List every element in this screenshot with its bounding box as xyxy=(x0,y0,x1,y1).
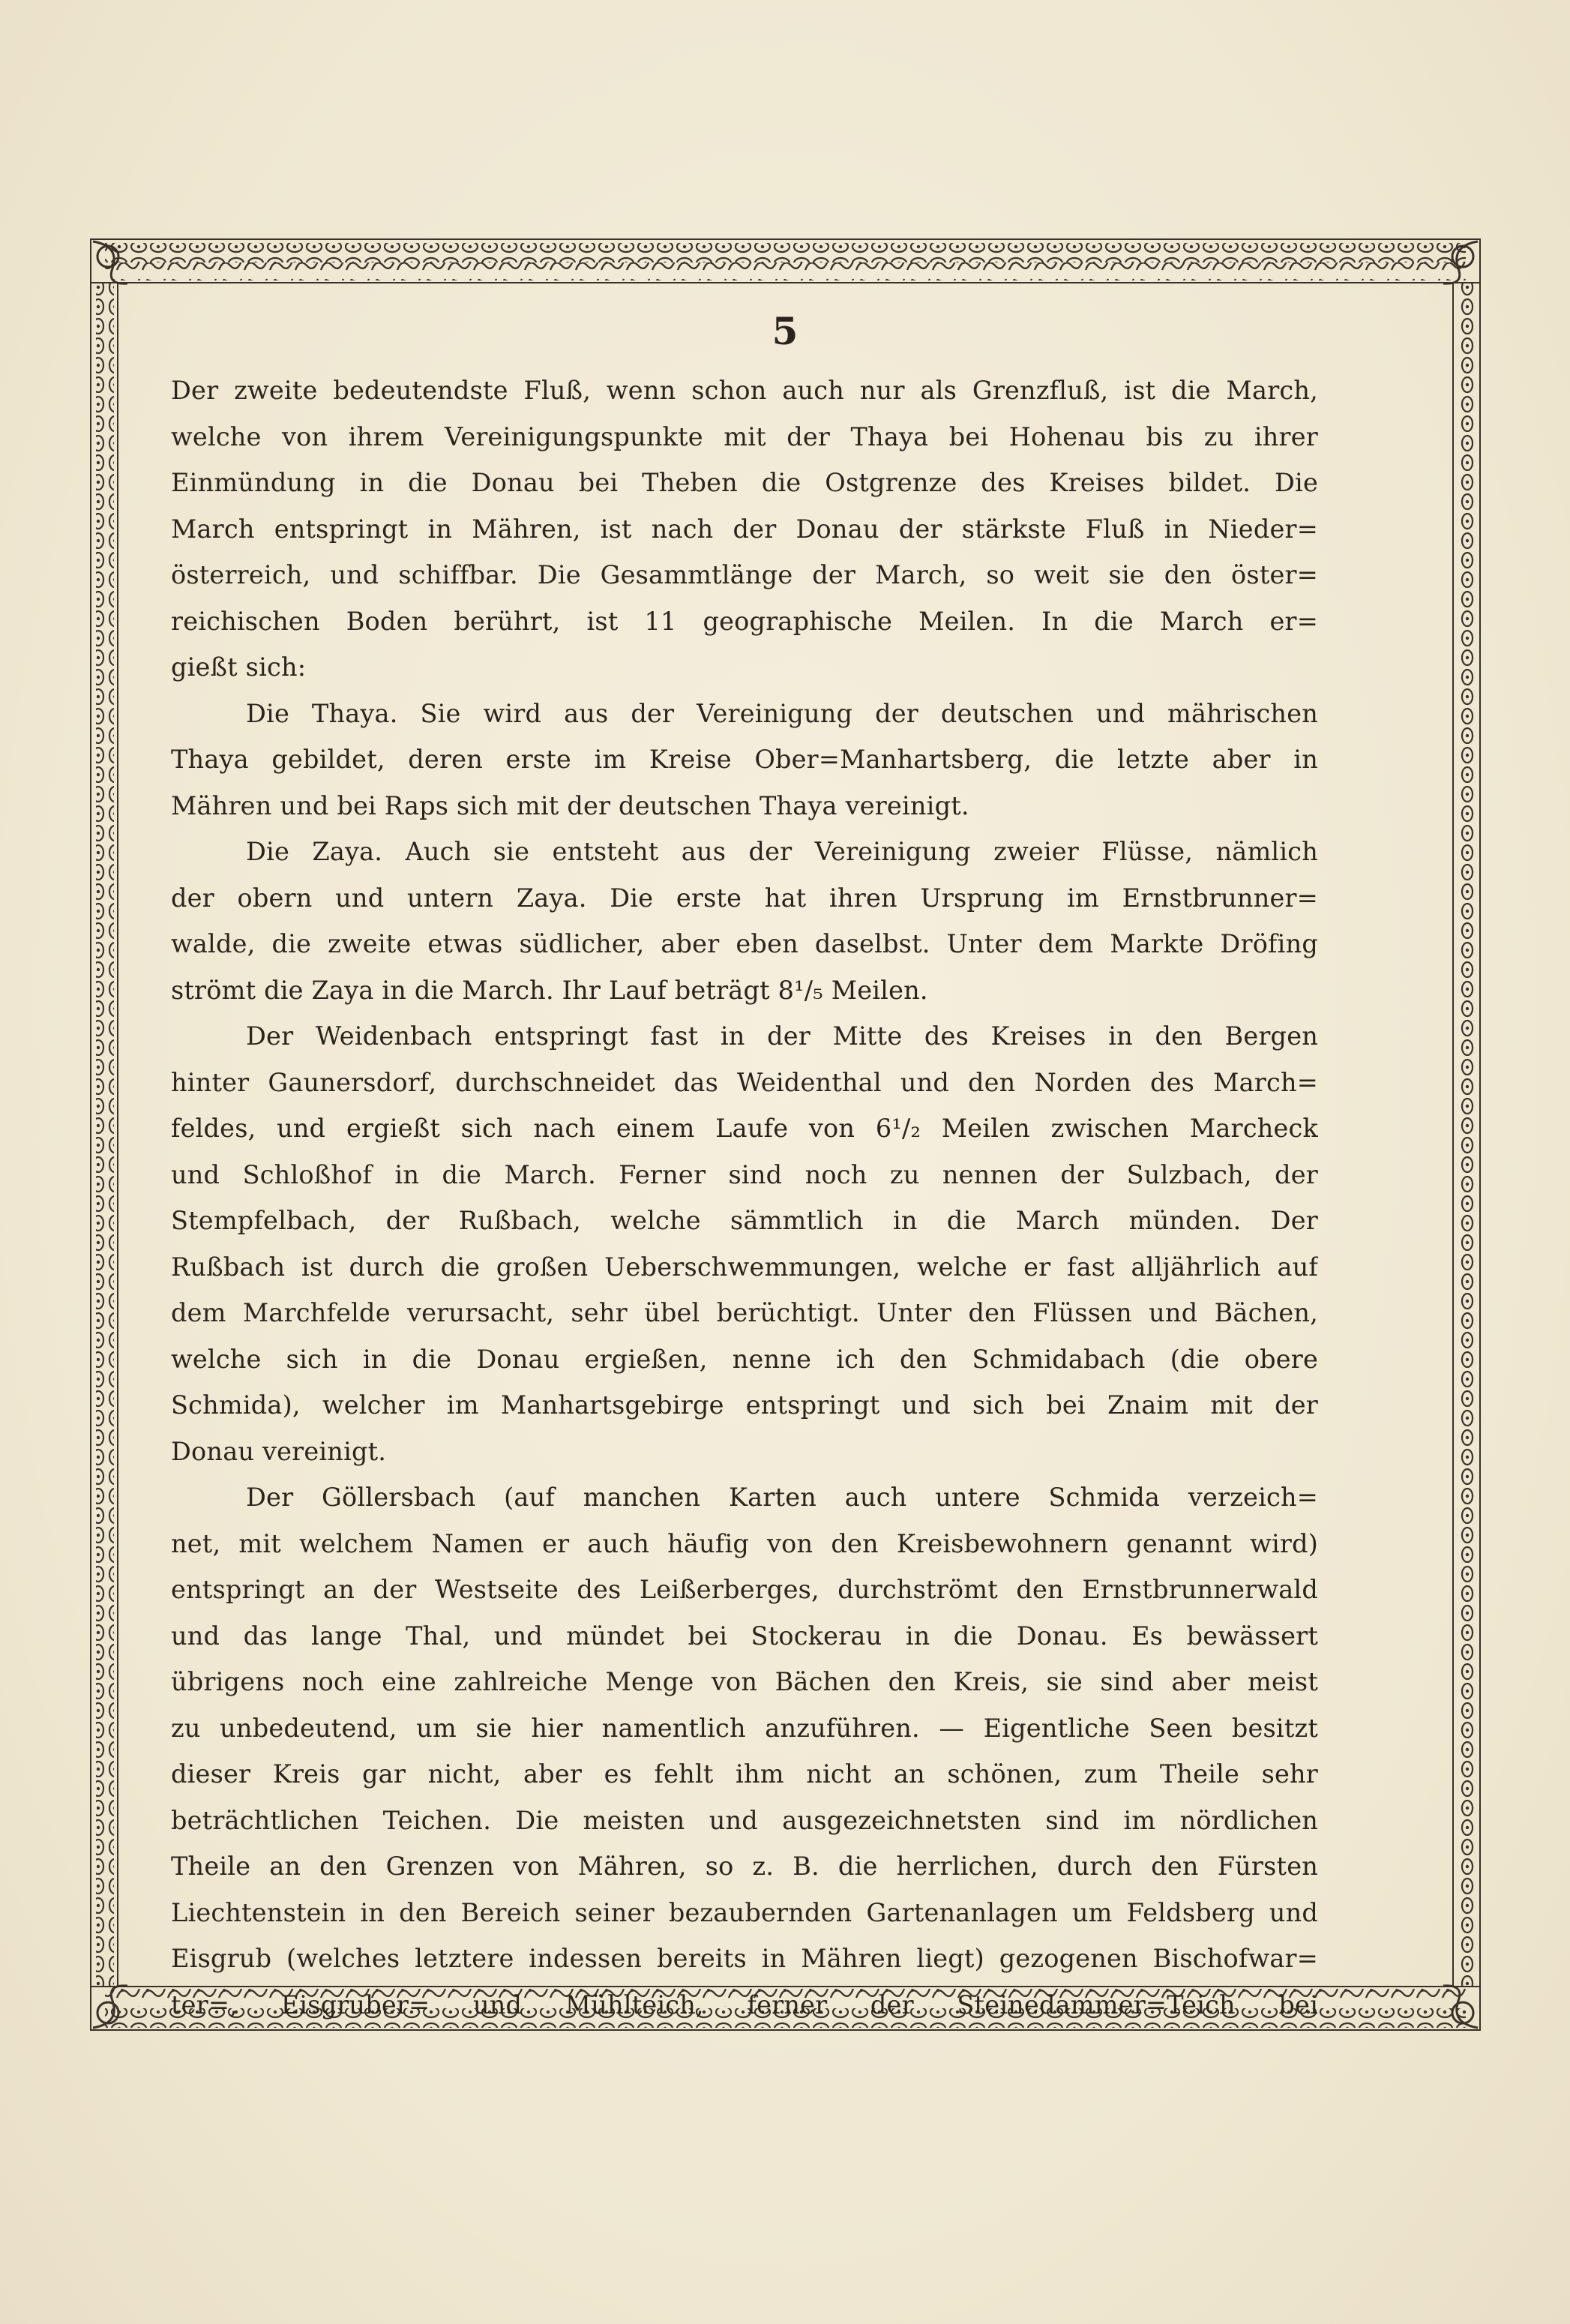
text-line: Liechtenstein in den Bereich seiner bezaubernden Gartenanlagen um Feldsberg und xyxy=(171,1897,1318,1927)
text-line: der obern und untern Zaya. Die erste hat ihren Ursprung im Ernstbrunner= xyxy=(171,883,1318,913)
text-line: gießt sich: xyxy=(171,652,307,682)
text-line: und das lange Thal, und mündet bei Stockerau in die Donau. Es bewässert xyxy=(171,1621,1318,1651)
paragraph-march xyxy=(171,367,1318,691)
text-line: March entspringt in Mähren, ist nach der Donau der stärkste Fluß in Nieder= xyxy=(171,514,1318,544)
text-line: Die Zaya. Auch sie entsteht aus der Vereinigung zweier Flüsse, nämlich xyxy=(246,837,1318,866)
text-line: Der Göllersbach (auf manchen Karten auch untere Schmida verzeich= xyxy=(246,1483,1318,1512)
text-line: österreich, und schiffbar. Die Gesammtlänge der March, so weit sie den öster= xyxy=(171,560,1318,589)
text-line: übrigens noch eine zahlreiche Menge von Bächen den Kreis, sie sind aber meist xyxy=(171,1667,1318,1696)
text-line: Thaya gebildet, deren erste im Kreise Ober=Manhartsberg, die letzte aber in xyxy=(171,745,1318,774)
page-number: 5 xyxy=(772,309,798,353)
text-line: Einmündung in die Donau bei Theben die Ostgrenze des Kreises bildet. Die xyxy=(171,468,1318,497)
text-line: entspringt an der Westseite des Leißerberges, durchströmt den Ernstbrunnerwald xyxy=(171,1575,1318,1604)
text-line: Stempfelbach, der Rußbach, welche sämmtlich in die March münden. Der xyxy=(171,1206,1318,1235)
text-line: Rußbach ist durch die großen Ueberschwemmungen, welche er fast alljährlich auf xyxy=(171,1252,1318,1282)
text-line: reichischen Boden berührt, ist 11 geographische Meilen. In die March er= xyxy=(171,606,1318,636)
text-line: Donau vereinigt. xyxy=(171,1436,387,1466)
text-line: zu unbedeutend, um sie hier namentlich anzuführen. — Eigentliche Seen besitzt xyxy=(171,1713,1318,1743)
text-line: welche von ihrem Vereinigungspunkte mit der Thaya bei Hohenau bis zu ihrer xyxy=(171,421,1318,451)
text-line: beträchtlichen Teichen. Die meisten und ausgezeichnetsten sind im nördlichen xyxy=(171,1805,1318,1835)
text-line: dieser Kreis gar nicht, aber es fehlt ihm nicht an schönen, zum Theile sehr xyxy=(171,1759,1318,1789)
text-line: Mähren und bei Raps sich mit der deutschen Thaya vereinigt. xyxy=(171,790,969,820)
text-line: strömt die Zaya in die March. Ihr Lauf beträgt 8¹/₅ Meilen. xyxy=(171,975,928,1005)
text-line: Der Weidenbach entspringt fast in der Mitte des Kreises in den Bergen xyxy=(246,1021,1318,1051)
text-line: Eisgrub (welches letztere indessen bereits in Mähren liegt) gezogenen Bischofwar= xyxy=(171,1944,1318,1973)
text-line: Der zweite bedeutendste Fluß, wenn schon auch nur als Grenzfluß, ist die March, xyxy=(171,376,1318,405)
text-line: Die Thaya. Sie wird aus der Vereinigung der deutschen und mährischen xyxy=(246,698,1318,728)
paragraph-zaya xyxy=(171,829,1318,1013)
text-line: ter=, Eisgruber= und Mühlteich, ferner der Steinedammer=Teich bei xyxy=(171,1990,1318,2020)
text-line: walde, die zweite etwas südlicher, aber eben daselbst. Unter dem Markte Dröfing xyxy=(171,929,1318,958)
text-line: und Schloßhof in die March. Ferner sind noch zu nennen der Sulzbach, der xyxy=(171,1159,1318,1189)
paragraph-thaya xyxy=(171,691,1318,829)
text-line: hinter Gaunersdorf, durchschneidet das Weidenthal und den Norden des March= xyxy=(171,1067,1318,1097)
paragraph-weidenbach xyxy=(171,1013,1318,1474)
body-text xyxy=(171,367,1318,2028)
text-line: net, mit welchem Namen er auch häufig von den Kreisbewohnern genannt wird) xyxy=(171,1528,1318,1558)
text-line: dem Marchfelde verursacht, sehr übel berüchtigt. Unter den Flüssen und Bächen, xyxy=(171,1298,1318,1327)
paragraph-goellersbach xyxy=(171,1474,1318,2028)
text-line: welche sich in die Donau ergießen, nenne ich den Schmidabach (die obere xyxy=(171,1344,1318,1374)
text-line: Schmida), welcher im Manhartsgebirge entspringt und sich bei Znaim mit der xyxy=(171,1390,1318,1420)
text-line: Theile an den Grenzen von Mähren, so z. B. die herrlichen, durch den Fürsten xyxy=(171,1852,1318,1881)
text-line: feldes, und ergießt sich nach einem Laufe von 6¹/₂ Meilen zwischen Marcheck xyxy=(171,1114,1318,1143)
